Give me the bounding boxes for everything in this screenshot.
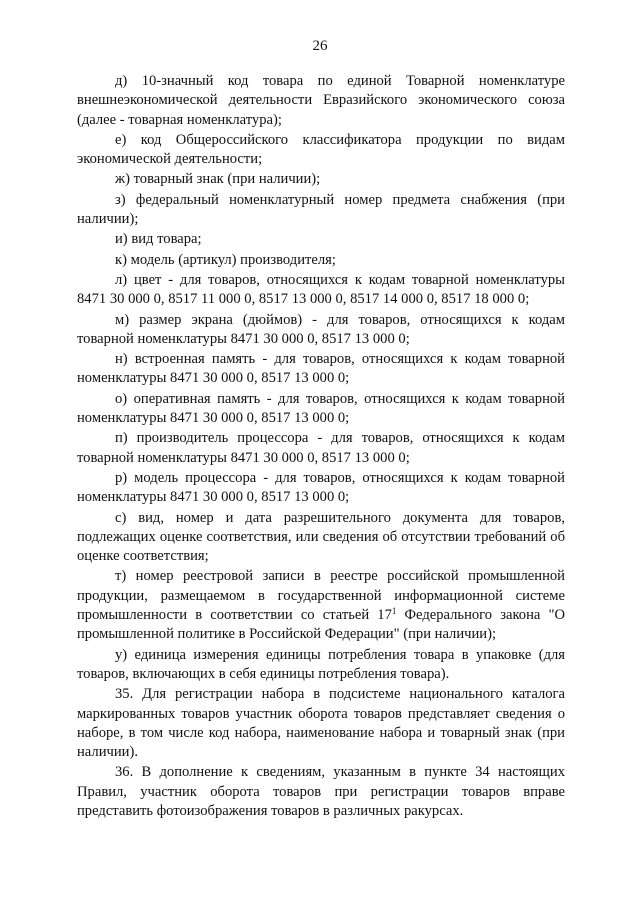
- paragraph-e: е) код Общероссийского классификатора продукции по видам экономической деятельности;: [77, 131, 565, 168]
- paragraph-k: к) модель (артикул) производителя;: [115, 251, 336, 268]
- paragraph-m: м) размер экрана (дюймов) - для товаров, относящихся к кодам товарной номенклатуры 8471 30 000 0, 8517 13 000 0;: [77, 311, 565, 347]
- paragraph-r: р) модель процессора - для товаров, относящихся к кодам товарной номенклатуры 8471 30 000 0, 8517 13 000 0;: [77, 469, 565, 506]
- paragraph-o: о) оперативная память - для товаров, относящихся к кодам товарной номенклатуры 8471 30 000 0, 8517 13 000 0;: [77, 390, 565, 427]
- paragraph-d: д) 10-значный код товара по единой Товарной номенклатуре внешнеэкономической деятельности Евразийского экономического союза (далее - товарная номенклатура);: [77, 73, 565, 128]
- paragraph-s: с) вид, номер и дата разрешительного документа для товаров, подлежащих оценке соответствия, или сведения об отсутствии требований об оценке соответствия;: [77, 509, 565, 565]
- footnote-superscript: 1: [391, 606, 397, 617]
- paragraph-p: п) производитель процессора - для товаров, относящихся к кодам товарной номенклатуры 8471 30 000 0, 8517 13 000 0;: [77, 430, 565, 466]
- paragraph-35: 35. Для регистрации набора в подсистеме национального каталога маркированных товаров участник оборота товаров представляет сведения о наборе, в том числе код набора, наименование набора и товарный знак (при наличии).: [77, 686, 565, 761]
- paragraph-z: з) федеральный номенклатурный номер предмета снабжения (при наличии);: [77, 191, 565, 228]
- paragraph-l: л) цвет - для товаров, относящихся к кодам товарной номенклатуры 8471 30 000 0, 8517 11 000 0, 8517 13 000 0, 8517 14 000 0, 8517 18 000 0;: [77, 271, 565, 308]
- paragraph-zh: ж) товарный знак (при наличии);: [115, 171, 321, 188]
- page-number: 26: [312, 38, 328, 54]
- paragraph-t: [77, 567, 565, 644]
- document-body: [77, 72, 565, 821]
- paragraph-t-text-end: Федерального закона "О промышленной политике в Российской Федерации" (при наличии);: [77, 607, 566, 643]
- paragraph-u: у) единица измерения единицы потребления товара в упаковке (для товаров, включающих в себя единицы потребления товара).: [77, 646, 565, 682]
- paragraph-36: 36. В дополнение к сведениям, указанным в пункте 34 настоящих Правил, участник оборота товаров при регистрации товаров вправе представить фотоизображения товаров в различных ракурсах.: [77, 764, 565, 819]
- paragraph-t-text: т) номер реестровой записи в реестре российской промышленной продукции, размещаемом в государственной информационной системе промышленности в соответствии со статьей 17: [77, 568, 565, 624]
- paragraph-n: н) встроенная память - для товаров, относящихся к кодам товарной номенклатуры 8471 30 000 0, 8517 13 000 0;: [77, 351, 565, 387]
- paragraph-i: и) вид товара;: [115, 231, 202, 248]
